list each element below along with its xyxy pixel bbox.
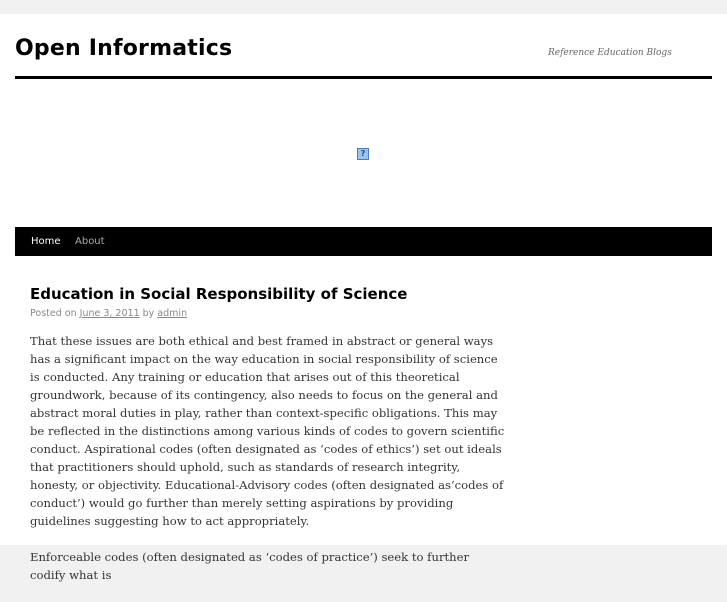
menu-item-home[interactable]: Home bbox=[31, 236, 61, 247]
post-date-link[interactable]: June 3, 2011 bbox=[79, 308, 140, 319]
site-description: Reference Education Blogs bbox=[548, 48, 672, 58]
menu-item-about[interactable]: About bbox=[75, 236, 105, 247]
post-title[interactable]: Education in Social Responsibility of Science bbox=[30, 285, 408, 303]
post-paragraph: That these issues are both ethical and best framed in abstract or general ways has a significant impact on the way education in social responsibility of science is conducted. Any training or education that arises out of this theoretical groundwork, because of its contingency, also needs to focus on the general and abstract moral duties in play, rather than context-specific obligations. This may be reflected in the distinctions among various kinds of codes to govern scientific conduct. Aspirational codes (often designated as ‘codes of ethics’) set out ideals that practitioners should uphold, such as standards of research integrity, honesty, or objectivity. Educational-Advisory codes (often designated as‘codes of conduct’) would go further than merely setting aspirations by providing guidelines suggesting how to act appropriately. bbox=[30, 334, 505, 528]
post-paragraph: Enforceable codes (often designated as ‘codes of practice’) seek to further codify what is bbox=[30, 550, 470, 582]
header-divider bbox=[15, 76, 712, 79]
post-meta bbox=[30, 308, 187, 319]
author-link[interactable]: admin bbox=[157, 308, 188, 319]
posted-on-label: Posted on bbox=[30, 308, 77, 319]
broken-image-icon: ? bbox=[357, 148, 369, 160]
main-menu bbox=[15, 227, 712, 256]
post-content bbox=[30, 332, 508, 602]
site-title[interactable]: Open Informatics bbox=[15, 36, 233, 61]
by-label: by bbox=[142, 308, 155, 319]
page bbox=[0, 14, 727, 582]
